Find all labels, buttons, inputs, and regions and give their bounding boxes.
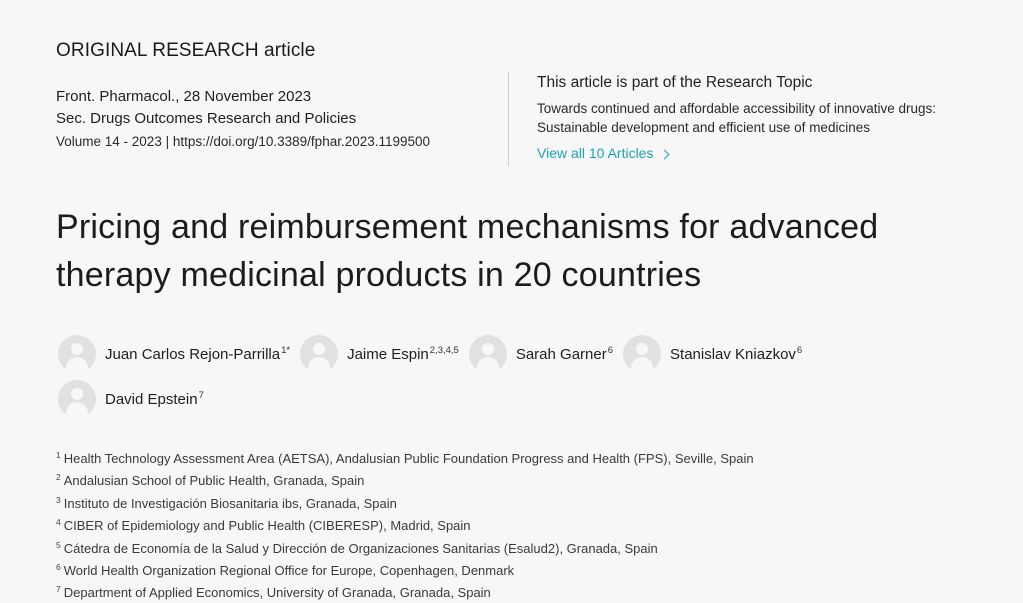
article-type-label: ORIGINAL RESEARCH article	[56, 40, 316, 61]
affiliation-item: $^4$ CIBER of Epidemiology and Public Health (CIBERESP), Madrid, Spain	[56, 517, 471, 534]
article-title-line1: Pricing and reimbursement mechanisms for advanced	[56, 208, 879, 246]
article-title	[56, 203, 986, 299]
author-affiliation-sup: 1*	[281, 345, 291, 356]
author-affiliation-sup: 6	[607, 345, 614, 356]
author-item[interactable]	[623, 335, 802, 373]
article-title-line2: therapy medicinal products in 20 countries	[56, 256, 702, 294]
research-topic-title-line1: Towards continued and affordable accessibility of innovative drugs:	[537, 101, 936, 116]
user-avatar-icon	[58, 335, 96, 373]
volume-doi[interactable]: Volume 14 - 2023 | https://doi.org/10.3389/fphar.2023.1199500	[56, 134, 431, 149]
affiliation-item: $^1$ Health Technology Assessment Area (AETSA), Andalusian Public Foundation Progress and Health (FPS), Seville, Spain	[56, 450, 754, 466]
author-item[interactable]	[300, 335, 459, 373]
research-topic-intro: This article is part of the Research Topic	[537, 74, 813, 91]
user-avatar-icon	[300, 335, 338, 373]
research-topic-title-line2: Sustainable development and efficient use of medicines	[537, 120, 870, 135]
author-item[interactable]	[469, 335, 613, 373]
author-list	[58, 334, 978, 424]
author-name: Jaime Espin$^{2,3,4,5}$	[347, 345, 459, 363]
affiliation-item: $^3$ Instituto de Investigación Biosanitaria ibs, Granada, Spain	[56, 494, 397, 511]
view-all-articles-label: View all 10 Articles	[537, 145, 654, 161]
author-affiliation-sup: 2,3,4,5	[429, 345, 459, 356]
author-item[interactable]	[58, 380, 204, 418]
journal-date: Front. Pharmacol., 28 November 2023	[56, 88, 312, 105]
article-meta	[56, 86, 486, 153]
research-topic-title[interactable]	[537, 99, 997, 137]
user-avatar-icon	[623, 335, 661, 373]
affiliation-item: $^5$ Cátedra de Economía de la Salud y Dirección de Organizaciones Sanitarias (Esalud2), Granada, Spain	[56, 539, 658, 556]
affiliation-item: $^6$ World Health Organization Regional Office for Europe, Copenhagen, Denmark	[56, 562, 515, 579]
author-row	[58, 334, 978, 374]
author-name: Sarah Garner$^6$	[515, 345, 614, 363]
user-avatar-icon	[58, 380, 96, 418]
author-affiliation-sup: 7	[198, 390, 204, 401]
journal-section: Sec. Drugs Outcomes Research and Policies	[56, 110, 357, 127]
author-affiliation-sup: 6	[796, 345, 803, 356]
affiliation-list	[56, 446, 986, 603]
author-row	[58, 379, 978, 419]
user-avatar-icon	[469, 335, 507, 373]
meta-divider	[508, 72, 509, 166]
chevron-right-icon	[660, 149, 670, 159]
affiliation-item: $^7$ Department of Applied Economics, University of Granada, Granada, Spain	[56, 584, 491, 601]
author-name: David Epstein$^7$	[105, 390, 204, 408]
affiliation-item: $^2$ Andalusian School of Public Health, Granada, Spain	[56, 472, 365, 489]
author-name: Juan Carlos Rejon-Parrilla$^{1*}$	[105, 345, 291, 363]
research-topic-box	[537, 73, 997, 163]
author-item[interactable]	[58, 335, 290, 373]
author-name: Stanislav Kniazkov$^6$	[670, 345, 803, 363]
view-all-articles-link[interactable]	[537, 145, 668, 161]
